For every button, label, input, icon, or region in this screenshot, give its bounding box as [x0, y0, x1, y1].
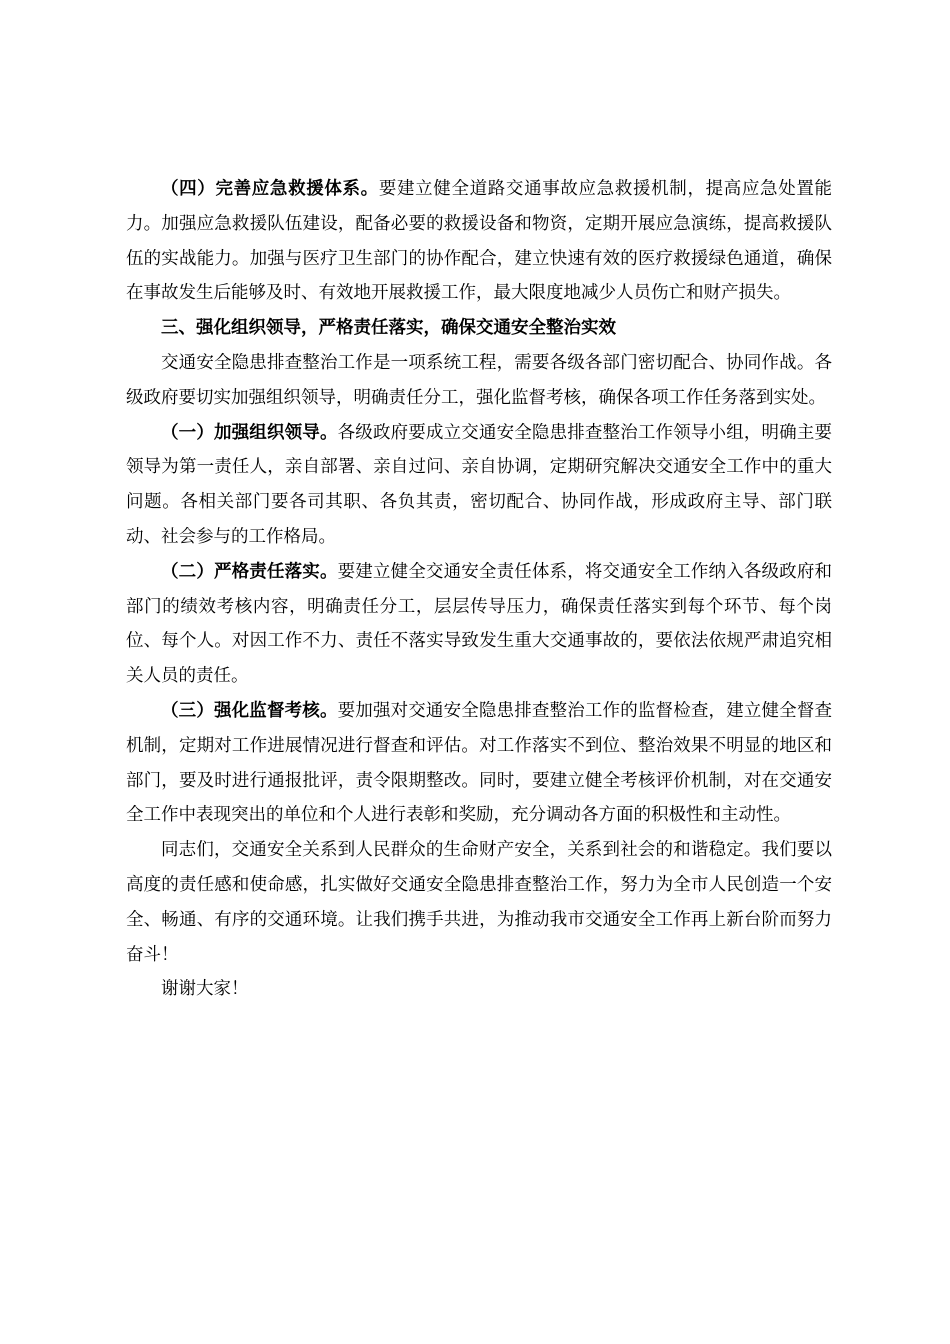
section-heading-text: 三、强化组织领导，严格责任落实，确保交通安全整治实效: [161, 318, 616, 339]
paragraph-lead: （二）严格责任落实。: [161, 561, 338, 582]
paragraph-body: 各级政府要成立交通安全隐患排查整治工作领导小组，明确主要领导为第一责任人，亲自部署、亲自过问、亲自协调，定期研究解决交通安全工作中的重大问题。各相关部门要各司其职、各负其责，密切配合、协同作战，形成政府主导、部门联动、社会参与的工作格局。: [126, 422, 833, 547]
paragraph-supervision: [126, 694, 832, 833]
paragraph-body: 要加强对交通安全隐患排查整治工作的监督检查，建立健全督查机制，定期对工作进展情况进行督查和评估。对工作落实不到位、整治效果不明显的地区和部门，要及时进行通报批评，责令限期整改。同时，要建立健全考核评价机制，对在交通安全工作中表现突出的单位和个人进行表彰和奖励，充分调动各方面的积极性和主动性。: [126, 700, 833, 826]
paragraph-lead: （三）强化监督考核。: [161, 700, 338, 721]
paragraph-strengthen-leadership: [126, 416, 832, 555]
paragraph-responsibility: [126, 555, 832, 694]
paragraph-body: 要建立健全道路交通事故应急救援机制，提高应急处置能力。加强应急救援队伍建设，配备必要的救援设备和物资，定期开展应急演练，提高救援队伍的实战能力。加强与医疗卫生部门的协作配合，建立快速有效的医疗救援绿色通道，确保在事故发生后能够及时、有效地开展救援工作，最大限度地减少人员伤亡和财产损失。: [126, 179, 833, 304]
paragraph-lead: （一）加强组织领导。: [161, 422, 338, 443]
paragraph-body: 谢谢大家！: [161, 979, 249, 1000]
paragraph-body: 要建立健全交通安全责任体系，将交通安全工作纳入各级政府和部门的绩效考核内容，明确责任分工，层层传导压力，确保责任落实到每个环节、每个岗位、每个人。对因工作不力、责任不落实导致发生重大交通事故的，要依法依规严肃追究相关人员的责任。: [126, 561, 833, 687]
paragraph-lead: （四）完善应急救援体系。: [161, 179, 379, 199]
document-page: [126, 172, 832, 1007]
paragraph-emergency-rescue: [126, 172, 832, 311]
paragraph-thanks: [126, 972, 832, 1007]
paragraph-system-engineering: [126, 346, 832, 416]
paragraph-body: 交通安全隐患排查整治工作是一项系统工程，需要各级各部门密切配合、协同作战。各级政府要切实加强组织领导，明确责任分工，强化监督考核，确保各项工作任务落到实处。: [126, 352, 832, 408]
section-heading-three: [126, 311, 832, 346]
paragraph-body: 同志们，交通安全关系到人民群众的生命财产安全，关系到社会的和谐稳定。我们要以高度的责任感和使命感，扎实做好交通安全隐患排查整治工作，努力为全市人民创造一个安全、畅通、有序的交通环境。让我们携手共进，为推动我市交通安全工作再上新台阶而努力奋斗！: [126, 840, 832, 965]
paragraph-closing: [126, 833, 832, 972]
